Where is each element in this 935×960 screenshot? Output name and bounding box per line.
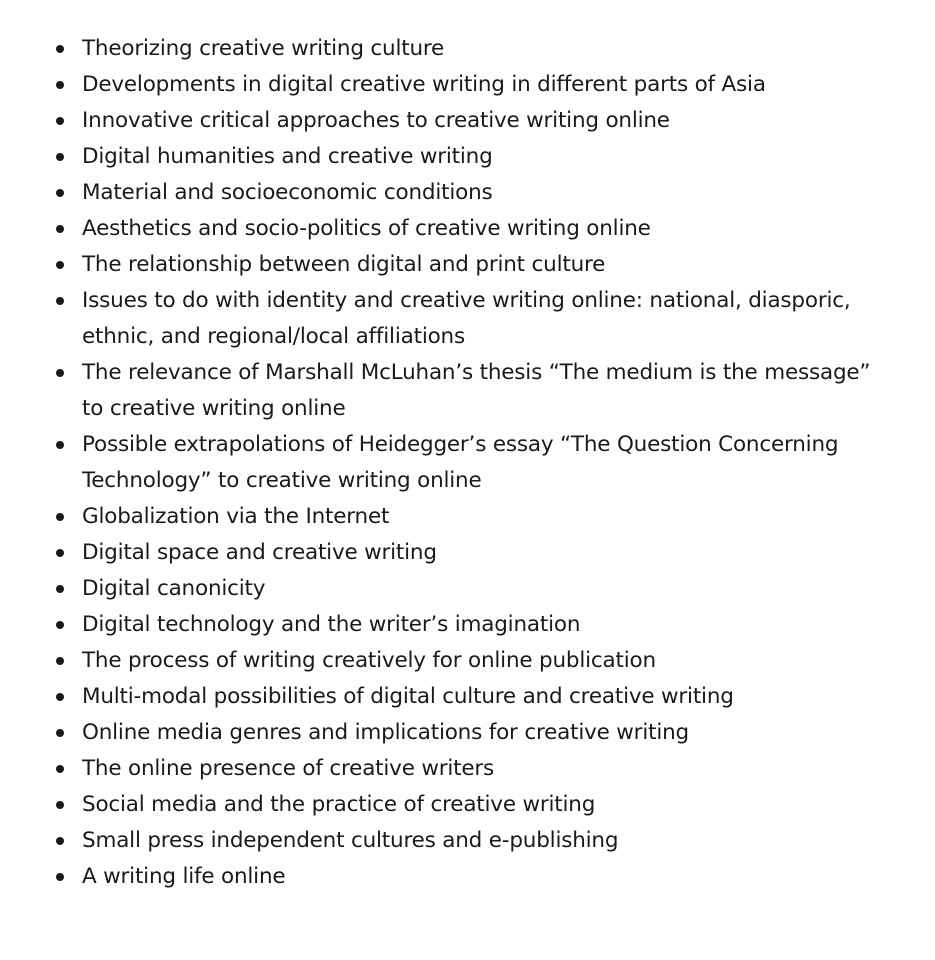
bullet-icon	[56, 765, 64, 773]
list-item-text: Digital humanities and creative writing	[82, 144, 493, 169]
list-item	[0, 535, 935, 571]
list-item	[0, 751, 935, 787]
list-item	[0, 103, 935, 139]
list-item-text: Social media and the practice of creative writing	[82, 792, 596, 817]
list-item	[0, 211, 935, 247]
list-item	[0, 427, 935, 499]
list-item-text: Innovative critical approaches to creative writing online	[82, 108, 670, 133]
list-item	[0, 355, 935, 427]
list-item-text: The relationship between digital and print culture	[82, 252, 606, 277]
list-item-text: Digital canonicity	[82, 576, 266, 601]
list-item	[0, 31, 935, 67]
list-item-text: Multi-modal possibilities of digital culture and creative writing	[82, 684, 734, 709]
bullet-icon	[56, 117, 64, 125]
bullet-icon	[56, 189, 64, 197]
list-item	[0, 607, 935, 643]
list-item-text: The relevance of Marshall McLuhan’s thesis “The medium is the message” to creative writing online	[82, 360, 871, 421]
bullet-icon	[56, 873, 64, 881]
bullet-icon	[56, 81, 64, 89]
list-item-text: Globalization via the Internet	[82, 504, 390, 529]
list-item-text: Material and socioeconomic conditions	[82, 180, 493, 205]
list-item	[0, 823, 935, 859]
list-item-text: Online media genres and implications for creative writing	[82, 720, 689, 745]
list-item	[0, 67, 935, 103]
list-item	[0, 643, 935, 679]
list-item-text: A writing life online	[82, 864, 286, 889]
bullet-icon	[56, 441, 64, 449]
bullet-icon	[56, 513, 64, 521]
list-item-text: Issues to do with identity and creative writing online: national, diasporic, ethnic, and regional/local affiliations	[82, 288, 851, 349]
list-item-text: The online presence of creative writers	[82, 756, 495, 781]
bullet-icon	[56, 657, 64, 665]
bullet-icon	[56, 837, 64, 845]
list-item	[0, 283, 935, 355]
bullet-icon	[56, 801, 64, 809]
list-item-text: Digital technology and the writer’s imagination	[82, 612, 581, 637]
list-item-text: Developments in digital creative writing in different parts of Asia	[82, 72, 766, 97]
list-item-text: Small press independent cultures and e-publishing	[82, 828, 619, 853]
list-item	[0, 859, 935, 895]
list-item-text: Digital space and creative writing	[82, 540, 437, 565]
bullet-icon	[56, 729, 64, 737]
list-item	[0, 571, 935, 607]
list-item	[0, 715, 935, 751]
bullet-icon	[56, 369, 64, 377]
bullet-icon	[56, 261, 64, 269]
list-item-text: Theorizing creative writing culture	[82, 36, 445, 61]
bullet-icon	[56, 549, 64, 557]
list-item-text: Aesthetics and socio-politics of creative writing online	[82, 216, 651, 241]
bullet-icon	[56, 621, 64, 629]
list-item-text: The process of writing creatively for online publication	[82, 648, 656, 673]
list-item	[0, 175, 935, 211]
bullet-icon	[56, 45, 64, 53]
bullet-icon	[56, 225, 64, 233]
list-item	[0, 499, 935, 535]
list-item-text: Possible extrapolations of Heidegger’s essay “The Question Concerning Technology” to creative writing online	[82, 432, 839, 493]
bullet-icon	[56, 297, 64, 305]
bullet-icon	[56, 153, 64, 161]
list-item	[0, 247, 935, 283]
list-item	[0, 139, 935, 175]
list-item	[0, 787, 935, 823]
bullet-icon	[56, 693, 64, 701]
topic-list	[0, 31, 935, 895]
list-item	[0, 679, 935, 715]
bullet-icon	[56, 585, 64, 593]
